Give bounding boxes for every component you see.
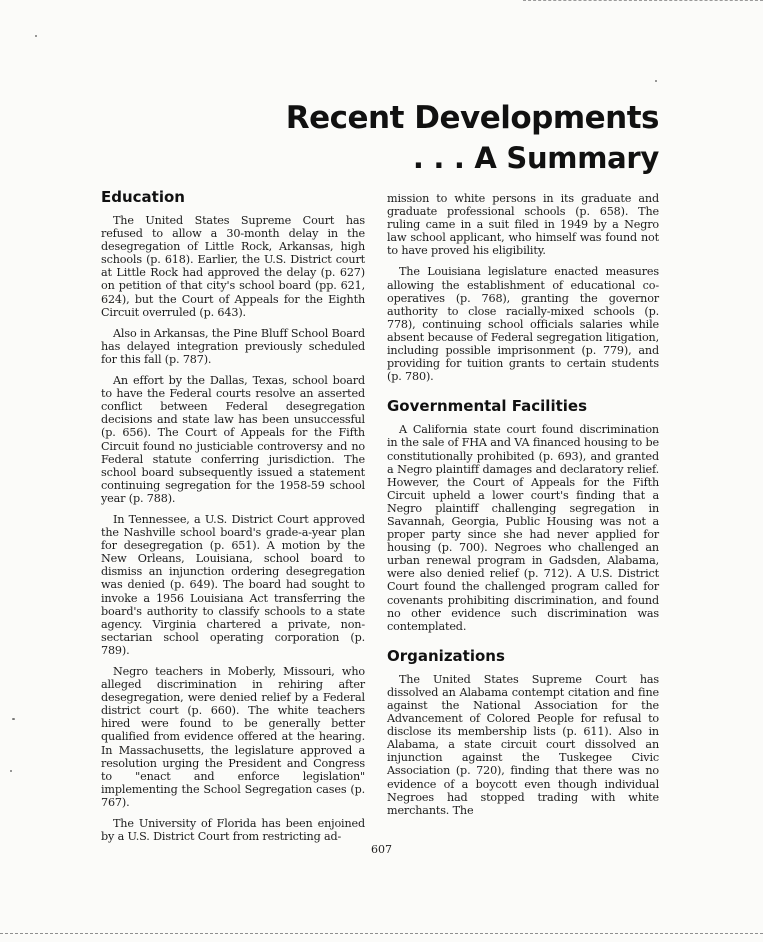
- title-line-2: . . . A Summary: [412, 141, 659, 175]
- scan-edge-bottom: [0, 933, 763, 934]
- section-heading-governmental-facilities: Governmental Facilities: [387, 397, 588, 416]
- education-continued-paragraph: mission to white persons in its graduate and graduate professional schools (p. 658). The ruling came in a suit filed in 1949 by a Negro law school applicant, who himself was found not to have proved his eligibility.: [387, 192, 659, 258]
- scan-speck: [10, 770, 12, 772]
- scan-speck: [35, 35, 37, 37]
- education-paragraph: The Louisiana legislature enacted measures allowing the establishment of educational co-operatives (p. 768), granting the governor authority to close racially-mixed schools (p. 778), continuing school officials salaries while absent because of Federal segregation litigation, including possible imprisonment (p. 779), and providing for tuition grants to certain students (p. 780).: [387, 265, 659, 384]
- education-paragraph: Negro teachers in Moberly, Missouri, who alleged discrimination in rehiring after desegregation, were denied relief by a Federal district court (p. 660). The white teachers hired were found to be generally better qualified from evidence offered at the hearing. In Massachusetts, the legislature approved a resolution urging the President and Congress to "enact and enforce legislation" implementing the School Segregation cases (p. 767).: [101, 665, 365, 809]
- education-paragraph: An effort by the Dallas, Texas, school board to have the Federal courts resolve an asserted conflict between Federal desegregation decisions and state law has been unsuccessful (p. 656). The Court of Appeals for the Fifth Circuit found no justiciable controversy and no Federal statute conferring jurisdiction. The school board subsequently issued a statement continuing segregation for the 1958-59 school year (p. 788).: [101, 374, 365, 505]
- left-column: [101, 188, 365, 851]
- education-paragraph: In Tennessee, a U.S. District Court approved the Nashville school board's grade-a-year plan for desegregation (p. 651). A motion by the New Orleans, Louisiana, school board to dismiss an injunction ordering desegregation was denied (p. 649). The board had sought to invoke a 1956 Louisiana Act transferring the board's authority to classify schools to a state agency. Virginia chartered a private, non-sectarian school operating corporation (p. 789).: [101, 512, 365, 657]
- page-number: 607: [371, 843, 392, 856]
- section-governmental-facilities: [387, 397, 659, 633]
- education-paragraph: Also in Arkansas, the Pine Bluff School Board has delayed integration previously scheduled for this fall (p. 787).: [101, 326, 365, 366]
- section-heading-education: Education: [101, 188, 185, 206]
- page-title: [286, 98, 659, 176]
- governmental-facilities-paragraph: A California state court found discrimination in the sale of FHA and VA financed housing to be constitutionally prohibited (p. 693), and granted a Negro plaintiff damages and declaratory relief. However, the Court of Appeals for the Fifth Circuit upheld a lower court's finding that a Negro plaintiff challenging segregation in Savannah, Georgia, Public Housing was not a proper party since she had never applied for housing (p. 700). Negroes who challenged an urban renewal program in Gadsden, Alabama, were also denied relief (p. 712). A U.S. District Court found the challenged program called for covenants prohibiting discrimination, and found no other evidence such discrimination was contemplated.: [387, 423, 659, 633]
- scan-speck: [655, 80, 657, 82]
- title-line-1: Recent Developments: [285, 100, 659, 136]
- section-heading-organizations: Organizations: [387, 646, 505, 665]
- education-paragraph: The United States Supreme Court has refused to allow a 30-month delay in the desegregation of Little Rock, Arkansas, high schools (p. 618). Earlier, the U.S. District court at Little Rock had approved the delay (p. 627) on petition of that city's school board (pp. 621, 624), but the Court of Appeals for the Eighth Circuit overruled (p. 643).: [101, 214, 365, 319]
- scan-edge-top: [523, 0, 763, 1]
- section-organizations: [387, 647, 659, 817]
- scan-speck: [12, 718, 15, 720]
- education-paragraph: The University of Florida has been enjoined by a U.S. District Court from restricting ad-: [101, 817, 365, 844]
- organizations-paragraph: The United States Supreme Court has dissolved an Alabama contempt citation and fine against the National Association for the Advancement of Colored People for refusal to disclose its membership lists (p. 611). Also in Alabama, a state circuit court dissolved an injunction against the Tuskegee Civic Association (p. 720), finding that there was no evidence of a boycott even though individual Negroes had stopped trading with white merchants. The: [387, 672, 659, 817]
- right-column: [387, 192, 659, 825]
